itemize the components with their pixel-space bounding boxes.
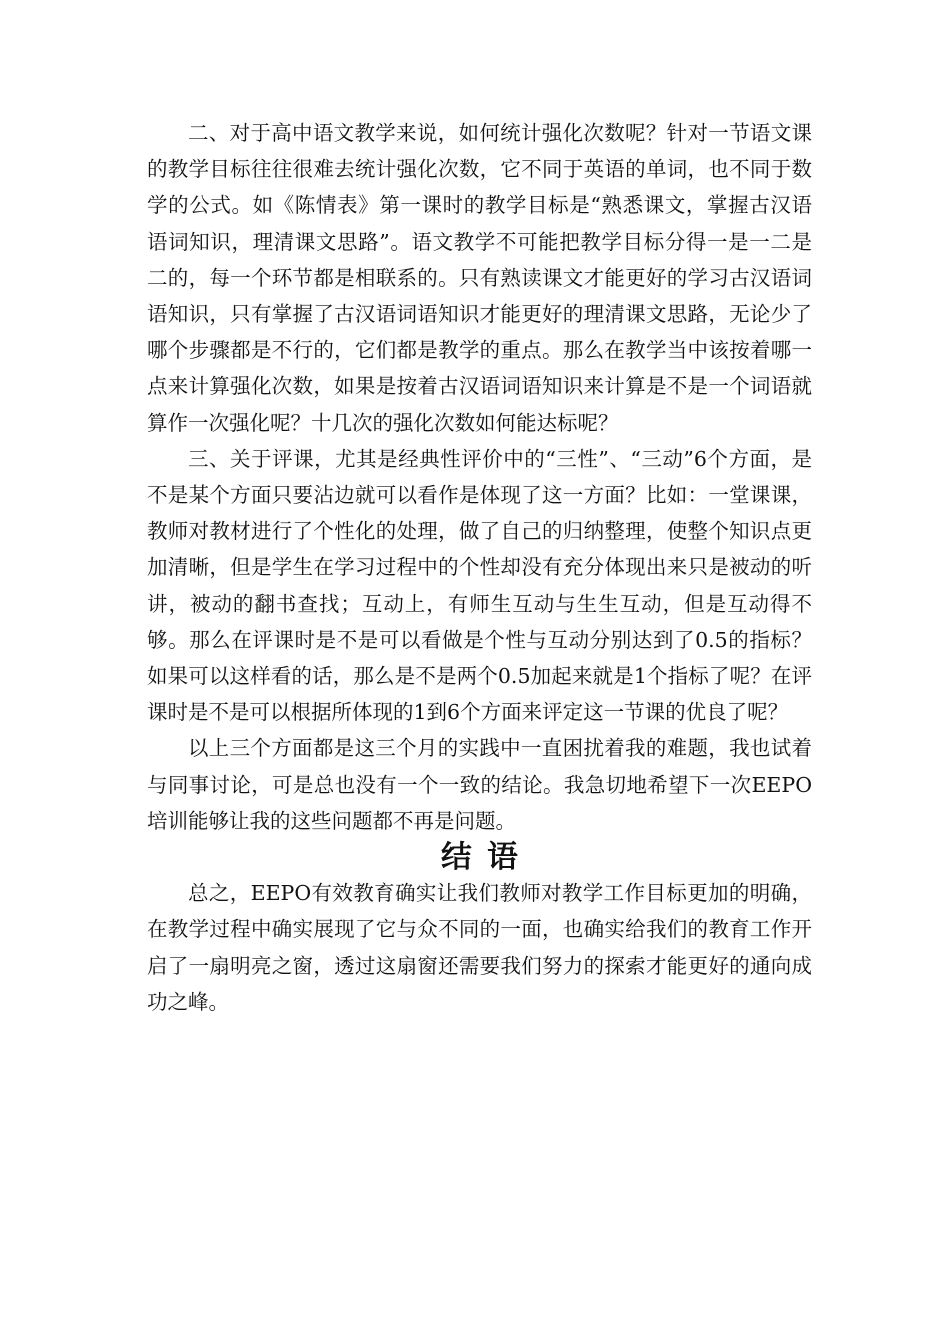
- conclusion-paragraph: 总之，EEPO有效教育确实让我们教师对教学工作目标更加的明确，在教学过程中确实展现了它与众不同的一面，也确实给我们的教育工作开启了一扇明亮之窗，透过这扇窗还需要我们努力的探索才能更好的通向成功之峰。: [147, 881, 812, 1014]
- conclusion-heading: 结语: [441, 839, 534, 876]
- paragraph-summary: 以上三个方面都是这三个月的实践中一直困扰着我的难题，我也试着与同事讨论，可是总也没有一个一致的结论。我急切地希望下一次EEPO培训能够让我的这些问题都不再是问题。: [147, 736, 812, 833]
- paragraph-evaluation: 三、关于评课，尤其是经典性评价中的“三性”、“三动”6个方面，是不是某个方面只要沾边就可以看作是体现了这一方面？比如：一堂课课，教师对教材进行了个性化的处理，做了自己的归纳整理，使整个知识点更加清晰，但是学生在学习过程中的个性却没有充分体现出来只是被动的听讲，被动的翻书查找；互动上，有师生互动与生生互动，但是互动得不够。那么在评课时是不是可以看做是个性与互动分别达到了0.5的指标？如果可以这样看的话，那么是不是两个0.5加起来就是1个指标了呢？在评课时是不是可以根据所体现的1到6个方面来评定这一节课的优良了呢？: [147, 446, 812, 725]
- document-page: [147, 115, 812, 1020]
- paragraph-statistics: 二、对于高中语文教学来说，如何统计强化次数呢？针对一节语文课的教学目标往往很难去统计强化次数，它不同于英语的单词，也不同于数学的公式。如《陈情表》第一课时的教学目标是“熟悉课文，掌握古汉语语词知识，理清课文思路”。语文教学不可能把教学目标分得一是一二是二的，每一个环节都是相联系的。只有熟读课文才能更好的学习古汉语词语知识，只有掌握了古汉语词语知识才能更好的理清课文思路，无论少了哪个步骤都是不行的，它们都是教学的重点。那么在教学当中该按着哪一点来计算强化次数，如果是按着古汉语词语知识来计算是不是一个词语就算作一次强化呢？十几次的强化次数如何能达标呢？: [147, 121, 812, 435]
